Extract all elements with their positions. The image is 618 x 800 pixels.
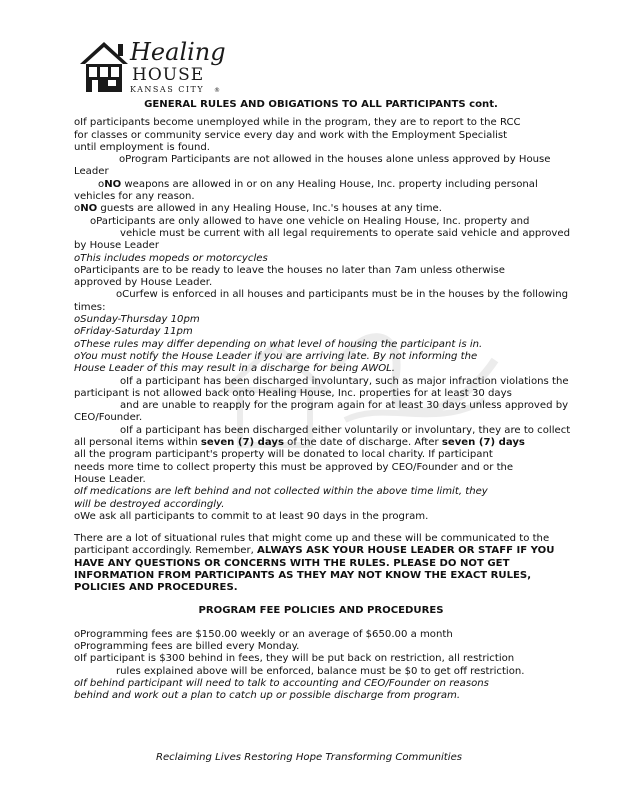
footer-tagline: Reclaiming Lives Restoring Hope Transforming Communities [155, 752, 463, 763]
rule-line: oThese rules may differ depending on what level of housing the participant is in. [74, 338, 483, 350]
rule-line: oParticipants are to be ready to leave the houses no later than 7am unless otherwise [74, 264, 505, 276]
section-heading-fee-policies: PROGRAM FEE POLICIES AND PROCEDURES [198, 604, 444, 616]
rule-line: by House Leader [74, 240, 160, 252]
rule-line: all personal items within seven (7) days of the date of discharge. After seven (7) days [74, 437, 525, 449]
fee-line: oIf participant is $300 behind in fees, they will be put back on restriction, all restriction [74, 653, 515, 665]
rule-line: oIf medications are left behind and not collected within the above time limit, they [74, 486, 488, 498]
fee-line: behind and work out a plan to catch up or possible discharge from program. [74, 690, 461, 702]
situational-line: POLICIES AND PROCEDURES. [74, 582, 238, 594]
rule-line: oIf a participant has been discharged either voluntarily or involuntary, they are to collect [120, 424, 571, 436]
logo-word-healing: Healing [130, 38, 226, 66]
rule-line: oSunday-Thursday 10pm [74, 314, 200, 326]
spacer [74, 523, 548, 533]
logo-registered-mark: ® [214, 87, 220, 94]
rule-line: for classes or community service every day and work with the Employment Specialist [74, 129, 508, 141]
rule-line: Leader [74, 166, 109, 178]
rule-line: oNO guests are allowed in any Healing House, Inc.'s houses at any time. [74, 203, 442, 215]
rule-line: will be destroyed accordingly. [74, 498, 225, 510]
logo-city: KANSAS CITY [130, 85, 205, 94]
situational-line: participant accordingly. Remember, ALWAYS ASK YOUR HOUSE LEADER OR STAFF IF YOU [74, 545, 555, 557]
rule-line: approved by House Leader. [74, 277, 213, 289]
rule-line: oFriday-Saturday 11pm [74, 326, 193, 338]
healing-house-logo [78, 34, 228, 98]
fee-line: oIf behind participant will need to talk to accounting and CEO/Founder on reasons [74, 678, 489, 690]
rule-line: vehicle must be current with all legal requirements to operate said vehicle and approved [120, 227, 571, 239]
situational-line: HAVE ANY QUESTIONS OR CONCERNS WITH THE RULES. PLEASE DO NOT GET [74, 557, 510, 569]
rule-line: and are unable to reapply for the program again for at least 30 days unless approved by [120, 400, 569, 412]
rule-line: CEO/Founder. [74, 412, 143, 424]
rule-line: oProgram Participants are not allowed in the houses alone unless approved by House [119, 154, 551, 166]
rule-line: House Leader. [74, 473, 146, 485]
fee-line: rules explained above will be enforced, balance must be $0 to get off restriction. [116, 665, 525, 677]
rule-line: oIf a participant has been discharged involuntary, such as major infraction violations the [120, 375, 569, 387]
rule-line: times: [74, 301, 106, 313]
rule-line: participant is not allowed back onto Healing House, Inc. properties for at least 30 days [74, 387, 512, 399]
fee-line: oProgramming fees are billed every Monday. [74, 641, 300, 653]
rule-line: oIf participants become unemployed while in the program, they are to report to the RCC [74, 117, 521, 129]
situational-line: There are a lot of situational rules that might come up and these will be communicated to the [74, 533, 550, 545]
section-heading-general-rules: GENERAL RULES AND OBIGATIONS TO ALL PARTICIPANTS cont. [144, 99, 498, 110]
rule-line: oNO weapons are allowed in or on any Healing House, Inc. property including personal [98, 178, 538, 190]
rule-line: oYou must notify the House Leader if you are arriving late. By not informing the [74, 350, 478, 362]
rule-line: oThis includes mopeds or motorcycles [74, 252, 268, 264]
rule-line: needs more time to collect property this must be approved by CEO/Founder and or the [74, 461, 514, 473]
rule-line: House Leader of this may result in a discharge for being AWOL. [74, 363, 395, 375]
situational-line: INFORMATION FROM PARTICIPANTS AS THEY MAY NOT KNOW THE EXACT RULES, [74, 569, 532, 581]
rule-line: oParticipants are only allowed to have one vehicle on Healing House, Inc. property and [90, 215, 530, 227]
fee-line: oProgramming fees are $150.00 weekly or an average of $650.00 a month [74, 628, 453, 640]
rule-line: until employment is found. [74, 141, 210, 153]
spacer [74, 595, 548, 605]
document-body [74, 99, 571, 703]
logo-word-house: HOUSE [132, 65, 205, 85]
rule-line: oCurfew is enforced in all houses and participants must be in the houses by the following [116, 289, 569, 301]
rule-line: oWe ask all participants to commit to at least 90 days in the program. [74, 510, 429, 522]
house-logo-icon [78, 34, 228, 98]
rule-line: vehicles for any reason. [74, 191, 195, 203]
rule-line: all the program participant's property will be donated to local charity. If participant [74, 449, 493, 461]
